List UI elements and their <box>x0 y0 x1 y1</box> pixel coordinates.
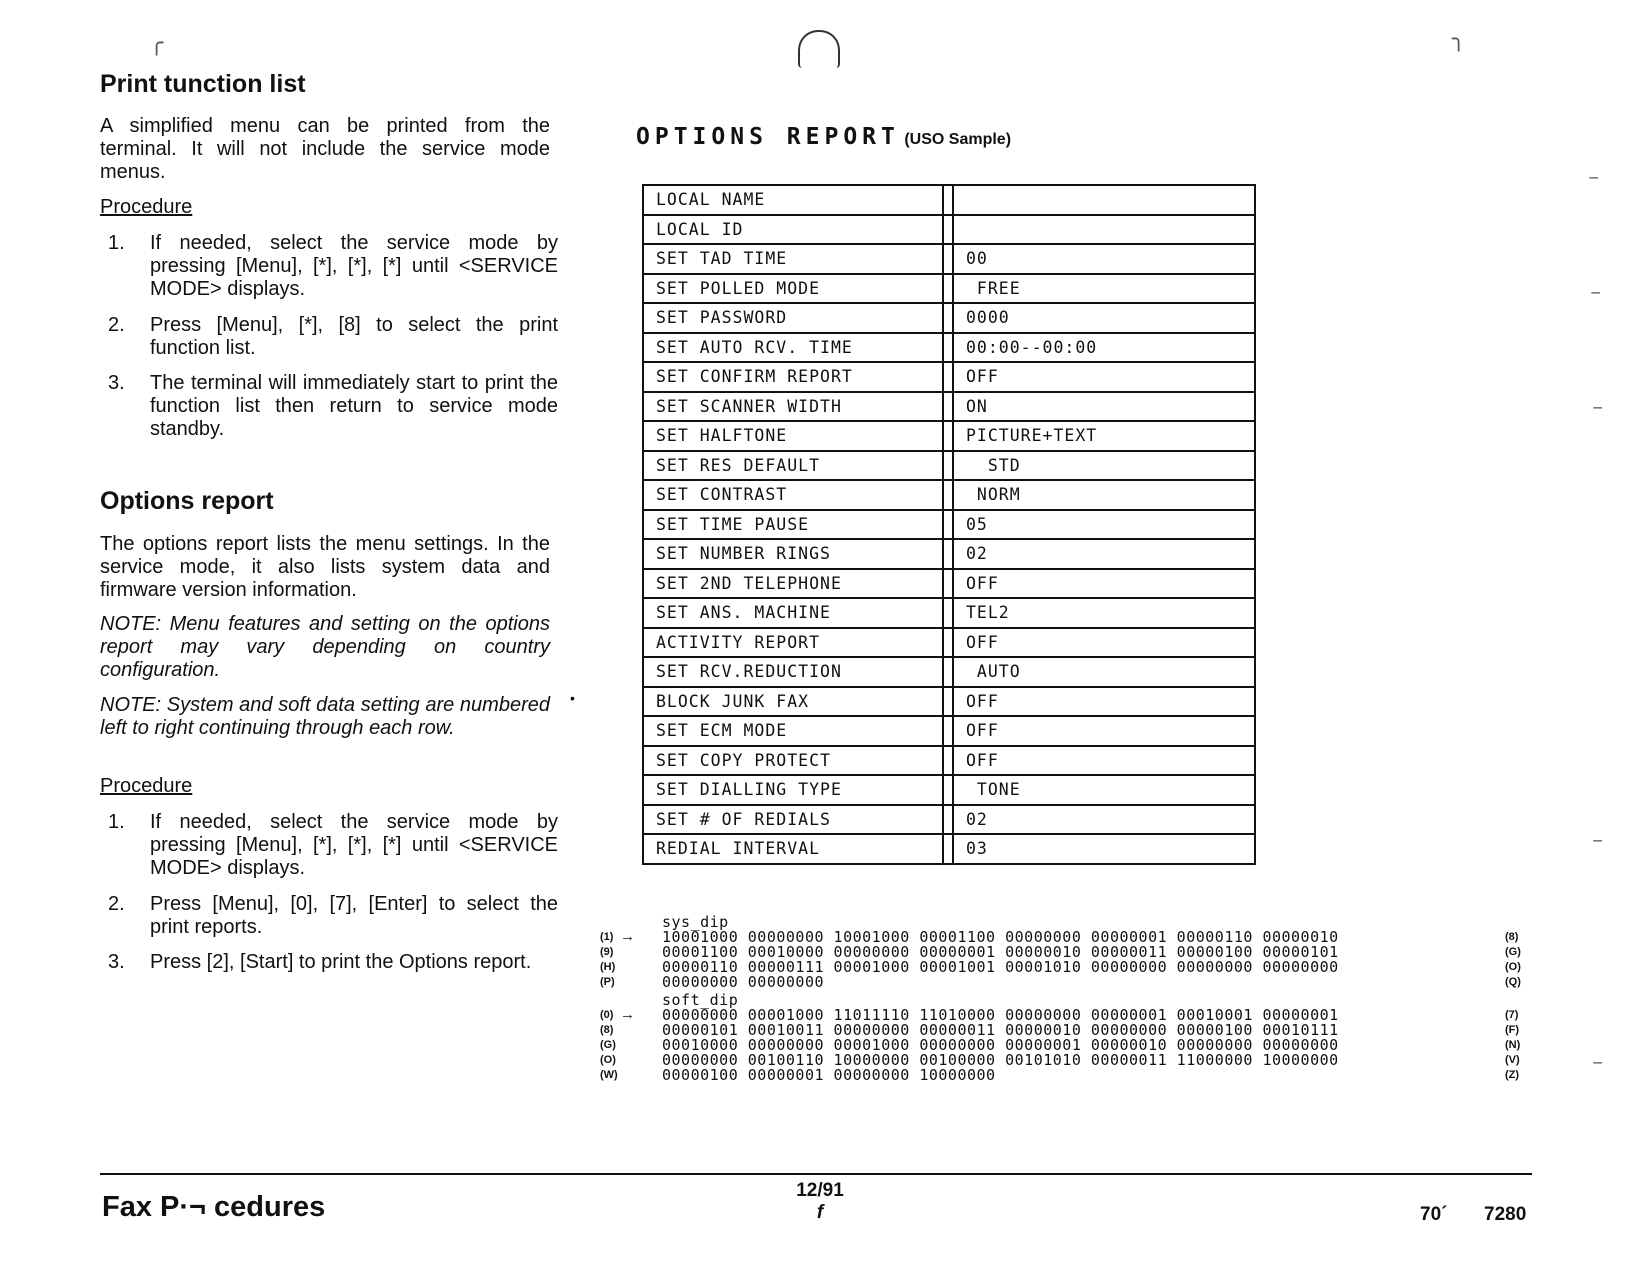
soft-dip-label: soft_dip <box>662 991 739 1009</box>
dip-row-data: 00000000 00000000 <box>662 973 825 991</box>
options-table-row <box>643 392 1255 422</box>
step-number: 1. <box>108 811 125 833</box>
dip-row-end-label: (Z) <box>1505 1069 1520 1081</box>
options-report-intro: The options report lists the menu settings. In the service mode, it also lists system data and firmware version information. <box>100 533 550 601</box>
scan-mark: ‾ <box>1590 175 1598 200</box>
dip-row-end-label: (O) <box>1505 961 1521 973</box>
step-text: Press [2], [Start] to print the Options report. <box>150 951 532 973</box>
dip-row-data: 00000000 00001000 11011110 11010000 00000000 00000001 00010001 00000001 <box>662 1006 1339 1024</box>
separator-cell <box>943 805 953 835</box>
setting-value: AUTO <box>953 657 1255 687</box>
options-table-row <box>643 185 1255 215</box>
procedure-label: Procedure <box>100 775 193 797</box>
separator-cell <box>943 274 953 304</box>
setting-value: OFF <box>953 687 1255 717</box>
arrow-right-icon: → <box>620 928 635 945</box>
options-table-row <box>643 716 1255 746</box>
separator-cell <box>943 244 953 274</box>
separator-cell <box>943 716 953 746</box>
setting-name: SET TIME PAUSE <box>643 510 943 540</box>
setting-name: SET HALFTONE <box>643 421 943 451</box>
separator-cell <box>943 657 953 687</box>
setting-value: 05 <box>953 510 1255 540</box>
dip-row-end-label: (8) <box>1505 931 1519 943</box>
dip-row-end-label: (G) <box>1505 946 1521 958</box>
scan-mark: ╮ <box>1452 26 1466 51</box>
setting-name: SET CONTRAST <box>643 480 943 510</box>
setting-value: OFF <box>953 569 1255 599</box>
options-table-row <box>643 746 1255 776</box>
setting-name: LOCAL ID <box>643 215 943 245</box>
separator-cell <box>943 510 953 540</box>
separator-cell <box>943 746 953 776</box>
print-function-intro: A simplified menu can be printed from the terminal. It will not include the service mode menus. <box>100 115 550 183</box>
options-table-row <box>643 657 1255 687</box>
setting-name: SET CONFIRM REPORT <box>643 362 943 392</box>
setting-value: 00 <box>953 244 1255 274</box>
separator-cell <box>943 392 953 422</box>
step-text: Press [Menu], [*], [8] to select the print function list. <box>150 314 558 359</box>
scan-mark: ‾ <box>1594 1060 1602 1085</box>
options-table-row <box>643 303 1255 333</box>
options-table-row <box>643 775 1255 805</box>
setting-value: OFF <box>953 628 1255 658</box>
step-text: If needed, select the service mode by pressing [Menu], [*], [*], [*] until <SERVICE MODE> displays. <box>150 232 558 300</box>
setting-value: 00:00--00:00 <box>953 333 1255 363</box>
options-table-row <box>643 215 1255 245</box>
setting-value <box>953 185 1255 215</box>
setting-value: TONE <box>953 775 1255 805</box>
setting-value: OFF <box>953 746 1255 776</box>
options-table-row <box>643 539 1255 569</box>
step-text: The terminal will immediately start to print the function list then return to service mode standby. <box>150 372 558 440</box>
dip-row-data: 00000110 00000111 00001000 00001001 00001010 00000000 00000000 00000000 <box>662 958 1339 976</box>
options-table-row <box>643 569 1255 599</box>
dip-row-start-label: (8) <box>600 1024 614 1036</box>
step-number: 3. <box>108 951 125 973</box>
step-number: 1. <box>108 232 125 254</box>
dip-row-end-label: (V) <box>1505 1054 1520 1066</box>
setting-value: 02 <box>953 805 1255 835</box>
separator-cell <box>943 451 953 481</box>
dip-row-data: 00000100 00000001 00000000 10000000 <box>662 1066 996 1084</box>
footer-rule <box>100 1173 1532 1175</box>
scan-mark: ‾ <box>1592 290 1600 315</box>
scan-mark: ╭ <box>150 30 164 55</box>
options-table <box>642 184 1256 865</box>
setting-name: SET RCV.REDUCTION <box>643 657 943 687</box>
dip-row-end-label: (F) <box>1505 1024 1520 1036</box>
dip-row-start-label: (G) <box>600 1039 616 1051</box>
separator-cell <box>943 569 953 599</box>
options-table-row <box>643 274 1255 304</box>
margin-bullet: • <box>570 690 575 706</box>
report-title-block <box>636 124 1011 150</box>
step-text: If needed, select the service mode by pressing [Menu], [*], [*], [*] until <SERVICE MODE> displays. <box>150 811 558 879</box>
footer-page-prefix: 70´ <box>1420 1204 1448 1225</box>
report-subtitle: (USO Sample) <box>904 131 1012 148</box>
setting-value: NORM <box>953 480 1255 510</box>
separator-cell <box>943 421 953 451</box>
setting-value: OFF <box>953 716 1255 746</box>
options-table-row <box>643 510 1255 540</box>
separator-cell <box>943 834 953 864</box>
scan-mark: ‾ <box>1594 838 1602 863</box>
separator-cell <box>943 303 953 333</box>
footer-date: 12/91 <box>796 1180 844 1201</box>
setting-value <box>953 215 1255 245</box>
options-table-row <box>643 362 1255 392</box>
setting-name: SET PASSWORD <box>643 303 943 333</box>
setting-name: SET POLLED MODE <box>643 274 943 304</box>
separator-cell <box>943 480 953 510</box>
step-number: 3. <box>108 372 125 394</box>
options-table-row <box>643 451 1255 481</box>
punch-hole-mark <box>798 30 840 68</box>
setting-name: SET RES DEFAULT <box>643 451 943 481</box>
dip-row-start-label: (P) <box>600 976 615 988</box>
setting-name: SET AUTO RCV. TIME <box>643 333 943 363</box>
setting-value: 03 <box>953 834 1255 864</box>
report-title: OPTIONS REPORT <box>636 124 900 150</box>
dip-row-data: 00001100 00010000 00000000 00000001 00000010 00000011 00000100 00000101 <box>662 943 1339 961</box>
setting-value: 0000 <box>953 303 1255 333</box>
separator-cell <box>943 333 953 363</box>
options-table-row <box>643 421 1255 451</box>
dip-row-end-label: (7) <box>1505 1009 1519 1021</box>
procedure-label: Procedure <box>100 196 193 218</box>
dip-row-start-label: (1) <box>600 931 614 943</box>
separator-cell <box>943 628 953 658</box>
options-table-row <box>643 480 1255 510</box>
section-heading-options-report: Options report <box>100 487 274 515</box>
separator-cell <box>943 598 953 628</box>
setting-name: SET DIALLING TYPE <box>643 775 943 805</box>
separator-cell <box>943 539 953 569</box>
setting-value: OFF <box>953 362 1255 392</box>
dip-row-data: 10001000 00000000 10001000 00001100 00000000 00000001 00000110 00000010 <box>662 928 1339 946</box>
setting-value: TEL2 <box>953 598 1255 628</box>
separator-cell <box>943 362 953 392</box>
dip-row-start-label: (W) <box>600 1069 618 1081</box>
options-table-row <box>643 628 1255 658</box>
options-table-row <box>643 687 1255 717</box>
separator-cell <box>943 687 953 717</box>
separator-cell <box>943 185 953 215</box>
separator-cell <box>943 215 953 245</box>
options-table-row <box>643 805 1255 835</box>
dip-row-start-label: (0) <box>600 1009 614 1021</box>
sys-dip-label: sys_dip <box>662 913 729 931</box>
note-menu-features: NOTE: Menu features and setting on the options report may vary depending on country configuration. <box>100 613 550 681</box>
setting-name: SET ECM MODE <box>643 716 943 746</box>
options-table-row <box>643 834 1255 864</box>
setting-name: BLOCK JUNK FAX <box>643 687 943 717</box>
arrow-right-icon: → <box>620 1006 635 1023</box>
options-table-row <box>643 333 1255 363</box>
setting-name: REDIAL INTERVAL <box>643 834 943 864</box>
setting-name: SET ANS. MACHINE <box>643 598 943 628</box>
footer-page-number: 7280 <box>1484 1204 1527 1225</box>
dip-row-data: 00000000 00100110 10000000 00100000 00101010 00000011 11000000 10000000 <box>662 1051 1339 1069</box>
setting-name: SET SCANNER WIDTH <box>643 392 943 422</box>
setting-name: SET # OF REDIALS <box>643 805 943 835</box>
setting-name: SET 2ND TELEPHONE <box>643 569 943 599</box>
footer-date-sub: f <box>816 1202 824 1223</box>
options-table-row <box>643 244 1255 274</box>
dip-row-start-label: (H) <box>600 961 616 973</box>
dip-row-start-label: (O) <box>600 1054 616 1066</box>
step-text: Press [Menu], [0], [7], [Enter] to select the print reports. <box>150 893 558 938</box>
section-heading-print-function: Print tunction list <box>100 70 306 98</box>
separator-cell <box>943 775 953 805</box>
setting-name: ACTIVITY REPORT <box>643 628 943 658</box>
setting-name: SET TAD TIME <box>643 244 943 274</box>
setting-value: STD <box>953 451 1255 481</box>
setting-value: ON <box>953 392 1255 422</box>
dip-row-end-label: (N) <box>1505 1039 1521 1051</box>
dip-row-data: 00010000 00000000 00001000 00000000 00000001 00000010 00000000 00000000 <box>662 1036 1339 1054</box>
setting-name: SET NUMBER RINGS <box>643 539 943 569</box>
options-table-row <box>643 598 1255 628</box>
note-system-data: NOTE: System and soft data setting are numbered left to right continuing through each row. <box>100 694 550 739</box>
scan-mark: ‾ <box>1594 405 1602 430</box>
setting-name: SET COPY PROTECT <box>643 746 943 776</box>
dip-row-data: 00000101 00010011 00000000 00000011 00000010 00000000 00000100 00010111 <box>662 1021 1339 1039</box>
setting-value: 02 <box>953 539 1255 569</box>
setting-value: FREE <box>953 274 1255 304</box>
setting-value: PICTURE+TEXT <box>953 421 1255 451</box>
step-number: 2. <box>108 314 125 336</box>
footer-title: Fax P·¬ cedures <box>102 1191 326 1223</box>
setting-name: LOCAL NAME <box>643 185 943 215</box>
dip-row-start-label: (9) <box>600 946 614 958</box>
step-number: 2. <box>108 893 125 915</box>
dip-row-end-label: (Q) <box>1505 976 1521 988</box>
